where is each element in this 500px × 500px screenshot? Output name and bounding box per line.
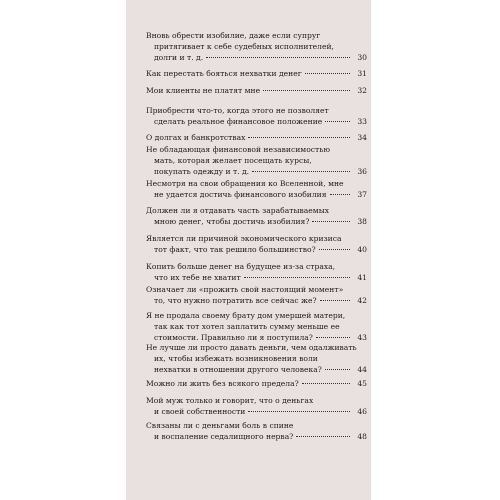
toc-entry-line: Не обладающая финансовой независимостью [146,145,330,154]
toc-entry [146,30,367,63]
dot-leader [252,171,350,172]
toc-entry-line: Связаны ли с деньгами боль в спине [146,421,294,430]
toc-entry-last-line [146,68,367,79]
toc-entry [146,68,367,79]
toc-entry [146,144,367,177]
toc-entry [146,284,367,306]
toc-entry-line: Мой муж только и говорит, что о деньгах [146,396,314,405]
toc-entry-last-line [146,116,367,127]
toc-entry-line: Не лучше ли просто давать деньги, чем одалживать [146,343,357,352]
toc-entry [146,178,367,200]
toc-entry-line: и своей собственности [154,407,246,416]
toc-entry-line: Должен ли я отдавать часть зарабатываемых [146,206,330,215]
toc-entry-line: Мои клиенты не платят мне [146,86,261,95]
toc-entry-line: их, чтобы избежать возникновения воли [154,354,318,363]
toc-entry-line: что их тебе не хватит [154,273,241,282]
toc-entry [146,261,367,283]
page-number: 38 [357,217,367,226]
page-number: 42 [357,296,367,305]
toc-entry-line: нехватки в отношении другого человека? [154,365,322,374]
page-number: 41 [357,273,367,282]
toc-entry-line: мать, которая желает посещать курсы, [154,156,312,165]
dot-leader [325,121,350,122]
toc-entry-line: Как перестать бояться нехватки денег [146,69,302,78]
toc-entry [146,378,367,389]
toc-entry-line: сделать реальное финансовое положение [154,117,323,126]
page-number: 46 [357,407,367,416]
toc-entry-line: тот факт, что так решило большинство? [154,245,316,254]
toc-entry-last-line [146,52,367,63]
toc-entry-last-line [146,189,367,200]
dot-leader [316,337,350,338]
toc-entry-last-line [146,244,367,255]
toc-entry-line: и воспаление седалищного нерва? [154,432,294,441]
toc-entry-last-line [146,406,367,417]
page-number: 43 [357,333,367,342]
toc-entry-line: то, что нужно потратить все сейчас же? [154,296,317,305]
toc-entry-last-line [146,216,367,227]
dot-leader [312,221,350,222]
toc-entry-last-line [146,378,367,389]
toc-entry-last-line [146,295,367,306]
toc-entry-last-line [146,166,367,177]
dot-leader [330,194,351,195]
toc-entry-line: Является ли причиной экономического кризиса [146,234,342,243]
page-number: 32 [357,86,367,95]
dot-leader [248,137,350,138]
dot-leader [325,369,350,370]
toc-entry-line: стоимости. Правильно ли я поступила? [154,333,313,342]
page-number: 33 [357,117,367,126]
toc-entry-line: Означает ли «прожить свой настоящий момент» [146,285,344,294]
toc-entry-line: не удается достичь финансового изобилия [154,190,327,199]
dot-leader [248,411,350,412]
toc-entry [146,233,367,255]
toc-entry [146,132,367,143]
toc-entry-line: Я не продала своему брату дом умершей матери, [146,311,346,320]
toc-entry [146,395,367,417]
toc-entry [146,105,367,127]
page-number: 45 [357,379,367,388]
toc-entry-last-line [146,132,367,143]
table-of-contents [126,0,371,500]
page-number: 31 [357,69,367,78]
toc-entry-line: Несмотря на свои обращения ко Вселенной, мне [146,179,344,188]
toc-entry-line: покупать одежду и т. д. [154,167,250,176]
toc-entry-last-line [146,85,367,96]
toc-entry [146,342,367,375]
toc-entry-last-line [146,364,367,375]
toc-entry [146,205,367,227]
dot-leader [263,90,350,91]
page-number: 40 [357,245,367,254]
dot-leader [302,383,350,384]
toc-entry-line: Можно ли жить без всякого предела? [146,379,299,388]
book-page [126,0,371,500]
toc-entry-line: Приобрести что-то, когда этого не позволяет [146,106,329,115]
page-number: 36 [357,167,367,176]
page-number: 44 [357,365,367,374]
toc-entry [146,420,367,442]
toc-entry-line: Вновь обрести изобилие, даже если супруг [146,31,321,40]
toc-entry [146,85,367,96]
toc-entry-line: Копить больше денег на будущее из-за страха, [146,262,336,271]
dot-leader [319,249,350,250]
toc-entry-line: притягивает к себе судебных исполнителей, [154,42,334,51]
page-number: 34 [357,133,367,142]
toc-entry-line: так как тот хотел заплатить сумму меньше ее [154,322,340,331]
dot-leader [244,277,350,278]
page-number: 30 [357,53,367,62]
dot-leader [305,73,350,74]
page-number: 37 [357,190,367,199]
toc-entry-line: О долгах и банкротствах [146,133,246,142]
toc-entry-line: мною денег, чтобы достичь изобилия? [154,217,310,226]
page-number: 48 [357,432,367,441]
toc-entry-last-line [146,431,367,442]
dot-leader [296,436,350,437]
toc-entry [146,310,367,343]
dot-leader [206,57,350,58]
toc-entry-line: долги и т. д. [154,53,204,62]
toc-entry-last-line [146,272,367,283]
dot-leader [320,300,350,301]
